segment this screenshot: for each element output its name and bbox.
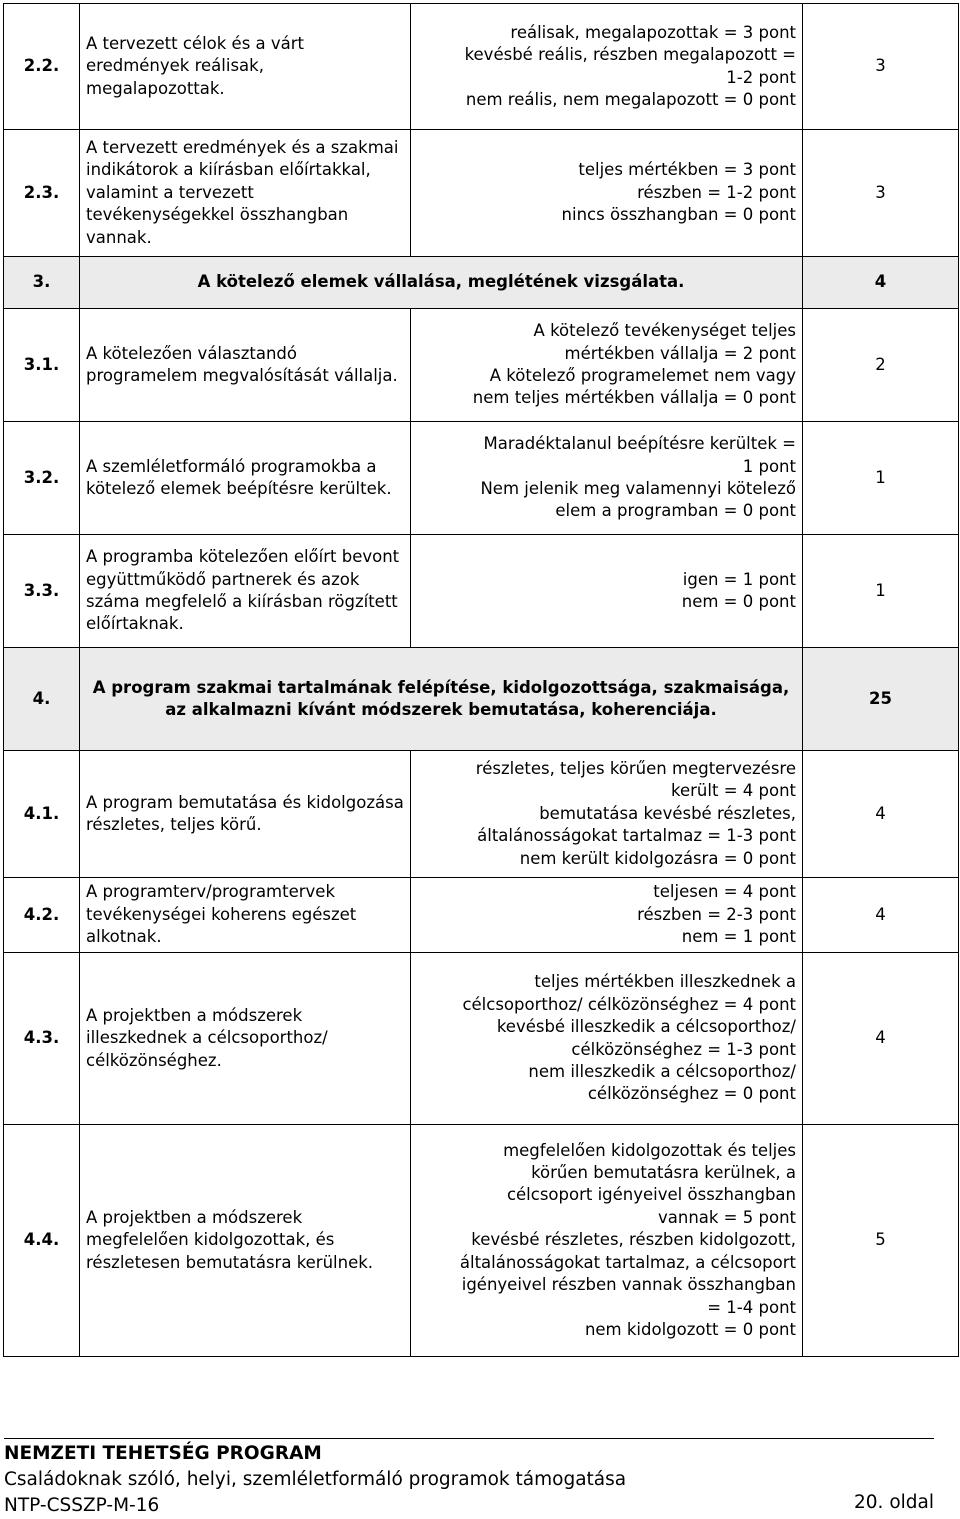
- scoring-line: megfelelően kidolgozottak és teljes: [503, 1140, 796, 1160]
- criterion-description: A programterv/programtervek tevékenységei koherens egészet alkotnak.: [80, 878, 411, 953]
- section-title: A kötelező elemek vállalása, meglétének vizsgálata.: [80, 257, 803, 309]
- max-score: 3: [803, 4, 959, 130]
- scoring-line: nem került kidolgozásra = 0 pont: [519, 848, 796, 868]
- scoring-line: részletes, teljes körűen megtervezésre: [475, 758, 796, 778]
- criterion-row: [4, 422, 959, 535]
- footer-subtitle: Családoknak szóló, helyi, szemléletformáló programok támogatása: [4, 1469, 627, 1490]
- scoring-line: körűen bemutatásra kerülnek, a: [531, 1163, 796, 1183]
- row-number: 3.2.: [4, 422, 80, 535]
- scoring-criteria: [411, 878, 803, 953]
- scoring-line: nem = 0 pont: [681, 592, 796, 611]
- criterion-description: A szemléletformáló programokba a kötelező elemek beépítésre kerültek.: [80, 422, 411, 535]
- scoring-line: általánosságokat tartalmaz, a célcsoport: [459, 1252, 796, 1272]
- scoring-line: kevésbé részletes, részben kidolgozott,: [471, 1230, 796, 1250]
- scoring-criteria: [411, 751, 803, 878]
- max-score: 2: [803, 309, 959, 422]
- scoring-line: nem teljes mértékben vállalja = 0 pont: [472, 388, 796, 408]
- scoring-line: általánosságokat tartalmaz = 1-3 pont: [477, 826, 796, 846]
- criterion-description: A kötelezően választandó programelem megvalósítását vállalja.: [80, 309, 411, 422]
- scoring-criteria: [411, 309, 803, 422]
- scoring-line: célcsoporthoz/ célközönséghez = 4 pont: [462, 994, 796, 1014]
- section-row: [4, 648, 959, 751]
- criterion-row: [4, 535, 959, 648]
- scoring-line: nem = 1 pont: [681, 927, 796, 947]
- scoring-line: célközönséghez = 0 pont: [587, 1084, 796, 1104]
- scoring-line: kevésbé reális, részben megalapozott =: [464, 45, 796, 65]
- scoring-line: elem a programban = 0 pont: [555, 501, 796, 521]
- row-number: 4.2.: [4, 878, 80, 953]
- scoring-line: került = 4 pont: [671, 781, 796, 801]
- evaluation-table-body: [4, 4, 959, 1357]
- max-score: 4: [803, 257, 959, 309]
- criterion-description: A tervezett eredmények és a szakmai indikátorok a kiírásban előírtakkal, valamint a tervezett tevékenységekkel összhangban vannak.: [80, 130, 411, 257]
- max-score: 25: [803, 648, 959, 751]
- footer-divider: [4, 1438, 934, 1439]
- scoring-criteria: [411, 535, 803, 648]
- scoring-criteria: [411, 130, 803, 257]
- row-number: 2.2.: [4, 4, 80, 130]
- scoring-line: 1-2 pont: [726, 67, 796, 87]
- row-number: 4.3.: [4, 953, 80, 1125]
- scoring-line: teljes mértékben = 3 pont: [578, 160, 796, 180]
- scoring-line: Nem jelenik meg valamennyi kötelező: [480, 479, 796, 498]
- max-score: 4: [803, 751, 959, 878]
- scoring-line: Maradéktalanul beépítésre kerültek =: [483, 434, 796, 454]
- scoring-line: 1 pont: [742, 456, 796, 476]
- section-title: A program szakmai tartalmának felépítése, kidolgozottsága, szakmaisága, az alkalmazni kívánt módszerek bemutatása, koherenciája.: [80, 648, 803, 751]
- section-row: [4, 257, 959, 309]
- scoring-line: nem reális, nem megalapozott = 0 pont: [465, 89, 796, 109]
- scoring-criteria: [411, 4, 803, 130]
- scoring-line: bemutatása kevésbé részletes,: [539, 803, 796, 823]
- footer-code: NTP-CSSZP-M-16: [4, 1495, 160, 1516]
- scoring-line: nem illeszkedik a célcsoporthoz/: [528, 1061, 796, 1081]
- max-score: 4: [803, 953, 959, 1125]
- row-number: 4.4.: [4, 1125, 80, 1357]
- scoring-line: A kötelező programelemet nem vagy: [489, 366, 796, 385]
- max-score: 5: [803, 1125, 959, 1357]
- scoring-line: A kötelező tevékenységet teljes: [533, 321, 796, 341]
- criterion-description: A projektben a módszerek megfelelően kidolgozottak, és részletesen bemutatásra kerülnek.: [80, 1125, 411, 1357]
- scoring-line: = 1-4 pont: [707, 1297, 796, 1317]
- criterion-row: [4, 953, 959, 1125]
- criterion-description: A projektben a módszerek illeszkednek a célcsoporthoz/ célközönséghez.: [80, 953, 411, 1125]
- scoring-line: igen = 1 pont: [682, 569, 796, 589]
- scoring-line: részben = 2-3 pont: [637, 904, 796, 924]
- row-number: 3.3.: [4, 535, 80, 648]
- scoring-line: részben = 1-2 pont: [637, 182, 796, 202]
- criterion-description: A program bemutatása és kidolgozása részletes, teljes körű.: [80, 751, 411, 878]
- max-score: 1: [803, 422, 959, 535]
- scoring-line: nincs összhangban = 0 pont: [561, 205, 796, 225]
- page-footer: [4, 1438, 934, 1519]
- scoring-line: kevésbé illeszkedik a célcsoporthoz/: [496, 1017, 796, 1037]
- criterion-row: [4, 309, 959, 422]
- max-score: 3: [803, 130, 959, 257]
- evaluation-table: [3, 3, 959, 1357]
- row-number: 2.3.: [4, 130, 80, 257]
- scoring-line: igényeivel részben vannak összhangban: [461, 1275, 796, 1295]
- criterion-description: A programba kötelezően előírt bevont együttműködő partnerek és azok száma megfelelő a kiírásban rögzített előírtaknak.: [80, 535, 411, 648]
- row-number: 3.1.: [4, 309, 80, 422]
- row-number: 4.: [4, 648, 80, 751]
- criterion-row: [4, 130, 959, 257]
- scoring-criteria: [411, 422, 803, 535]
- scoring-line: célcsoport igényeivel összhangban: [506, 1185, 796, 1205]
- row-number: 4.1.: [4, 751, 80, 878]
- scoring-criteria: [411, 953, 803, 1125]
- criterion-row: [4, 878, 959, 953]
- scoring-line: mértékben vállalja = 2 pont: [564, 343, 796, 363]
- max-score: 4: [803, 878, 959, 953]
- row-number: 3.: [4, 257, 80, 309]
- criterion-row: [4, 751, 959, 878]
- scoring-line: teljesen = 4 pont: [653, 882, 796, 902]
- scoring-line: vannak = 5 pont: [657, 1207, 796, 1227]
- scoring-line: reálisak, megalapozottak = 3 pont: [510, 22, 796, 42]
- criterion-description: A tervezett célok és a várt eredmények reálisak, megalapozottak.: [80, 4, 411, 130]
- max-score: 1: [803, 535, 959, 648]
- scoring-line: teljes mértékben illeszkednek a: [534, 972, 796, 992]
- criterion-row: [4, 1125, 959, 1357]
- criterion-row: [4, 4, 959, 130]
- scoring-criteria: [411, 1125, 803, 1357]
- footer-page-number: 20. oldal: [854, 1492, 934, 1513]
- scoring-line: célközönséghez = 1-3 pont: [571, 1039, 796, 1059]
- footer-program-name: NEMZETI TEHETSÉG PROGRAM: [4, 1443, 322, 1464]
- scoring-line: nem kidolgozott = 0 pont: [584, 1319, 796, 1339]
